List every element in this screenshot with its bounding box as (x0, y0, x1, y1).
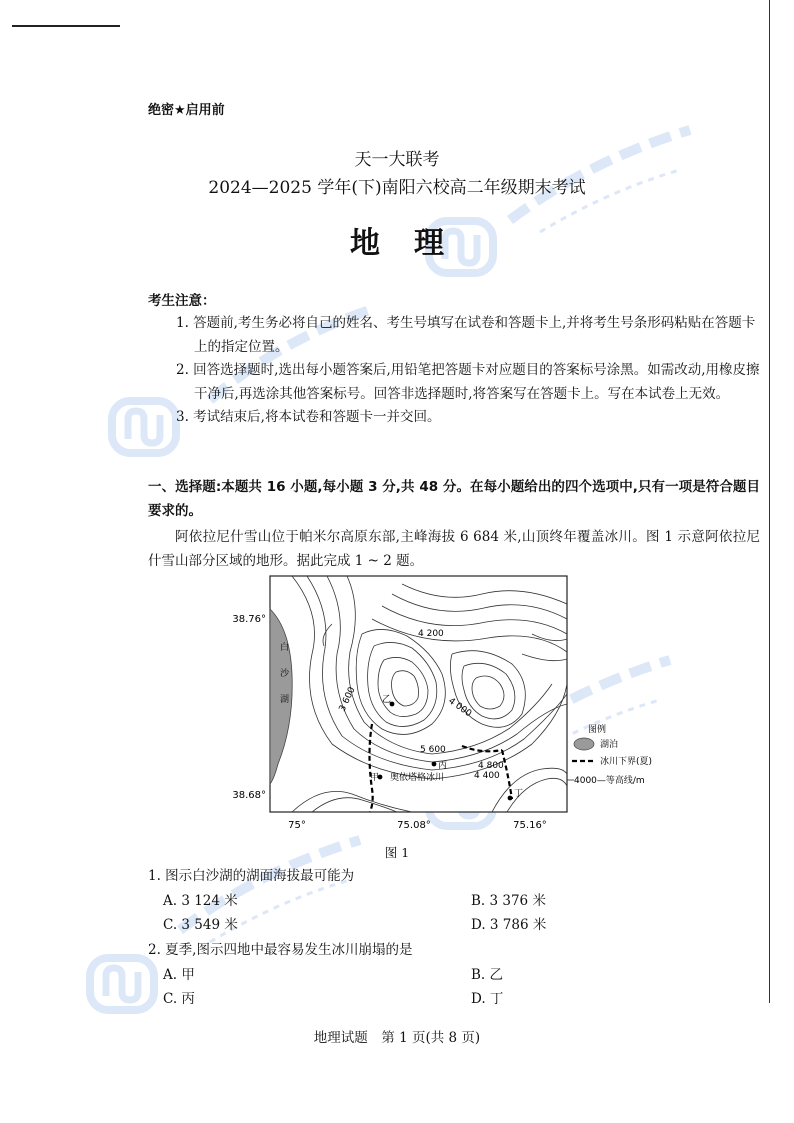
watermark-logo-icon (86, 952, 158, 1014)
lon-label: 75.08° (397, 820, 431, 831)
lake-label-char: 沙 (280, 669, 290, 679)
organizer-title: 天一大联考 (354, 150, 440, 170)
glacier-name: 奥依塔格冰川 (390, 773, 445, 783)
point-yi-label: 乙 (382, 695, 392, 705)
contour-label: 4 200 (418, 629, 444, 639)
question-2-option-d: D. 丁 (471, 991, 504, 1007)
question-2-option-a: A. 甲 (163, 967, 195, 983)
legend-lake-swatch (574, 738, 594, 750)
notes-heading: 考生注意： (148, 293, 216, 309)
note-item: 1. 答题前,考生务必将自己的姓名、考生号填写在试卷和答题卡上,并将考生号条形码粘贴在答题卡上的指定位置。 (176, 315, 756, 355)
question-1-stem: 1. 图示白沙湖的湖面海拔最可能为 (148, 868, 355, 884)
legend-lake-label: 湖泊 (600, 740, 619, 750)
point-ding-label: 丁 (514, 789, 524, 799)
question-2-option-b: B. 乙 (471, 967, 504, 983)
legend-contour-label: 4000—等高线/m (574, 776, 645, 786)
lake-label-char: 湖 (280, 695, 290, 705)
top-rule (12, 25, 120, 27)
note-item: 3. 考试结束后,将本试卷和答题卡一并交回。 (176, 409, 441, 425)
figure-caption: 图 1 (384, 845, 410, 860)
contour-label: 4 400 (474, 771, 500, 781)
note-item: 2. 回答选择题时,选出每小题答案后,用铅笔把答题卡对应题目的答案标号涂黑。如需改动,用橡皮擦干净后,再选涂其他答案标号。回答非选择题时,将答案写在答题卡上。写在本试卷上无效。 (176, 362, 760, 402)
point-bing-label: 丙 (438, 761, 448, 771)
lake-label-char: 白 (280, 643, 290, 653)
question-1-option-d: D. 3 786 米 (471, 917, 547, 933)
contour-label: 3 600 (337, 685, 358, 714)
contour-label: 4 800 (478, 761, 504, 771)
lat-label-top: 38.76° (232, 614, 266, 625)
legend-title: 图例 (588, 725, 607, 735)
page-footer: 地理试题 第 1 页(共 8 页) (313, 1030, 481, 1046)
question-2-stem: 2. 夏季,图示四地中最容易发生冰川崩塌的是 (148, 942, 413, 958)
lat-label-bottom: 38.68° (232, 790, 266, 801)
question-2-option-c: C. 丙 (163, 991, 195, 1007)
question-intro: 阿依拉尼什雪山位于帕米尔高原东部,主峰海拔 6 684 米,山顶终年覆盖冰川。图 1 示意阿依拉尼什雪山部分区域的地形。据此完成 1 ~ 2 题。 (148, 529, 760, 569)
notes-list (176, 312, 760, 430)
question-1-option-c: C. 3 549 米 (163, 917, 238, 933)
contour-label: 4 000 (446, 696, 474, 720)
point-ding-marker (508, 796, 513, 801)
topographic-map (232, 574, 722, 842)
confidential-label: 绝密★启用前 (148, 103, 225, 118)
point-jia-label: 甲 (370, 773, 380, 783)
exam-title: 2024—2025 学年(下)南阳六校高二年级期末考试 (208, 178, 586, 198)
question-1-option-a: A. 3 124 米 (163, 893, 238, 909)
topographic-map-figure (232, 574, 722, 842)
section-heading: 一、选择题:本题共 16 小题,每小题 3 分,共 48 分。在每小题给出的四个选项中,只有一项是符合题目要求的。 (148, 479, 760, 519)
lon-label: 75.16° (513, 820, 547, 831)
subject-title: 地理 (350, 226, 478, 261)
point-bing-marker (432, 762, 437, 767)
question-1-option-b: B. 3 376 米 (471, 893, 546, 909)
legend-glacier-label: 冰川下界(夏) (600, 757, 653, 767)
watermark-logo-icon (108, 395, 180, 457)
contour-label: 5 600 (420, 745, 446, 755)
lon-label: 75° (288, 820, 306, 831)
